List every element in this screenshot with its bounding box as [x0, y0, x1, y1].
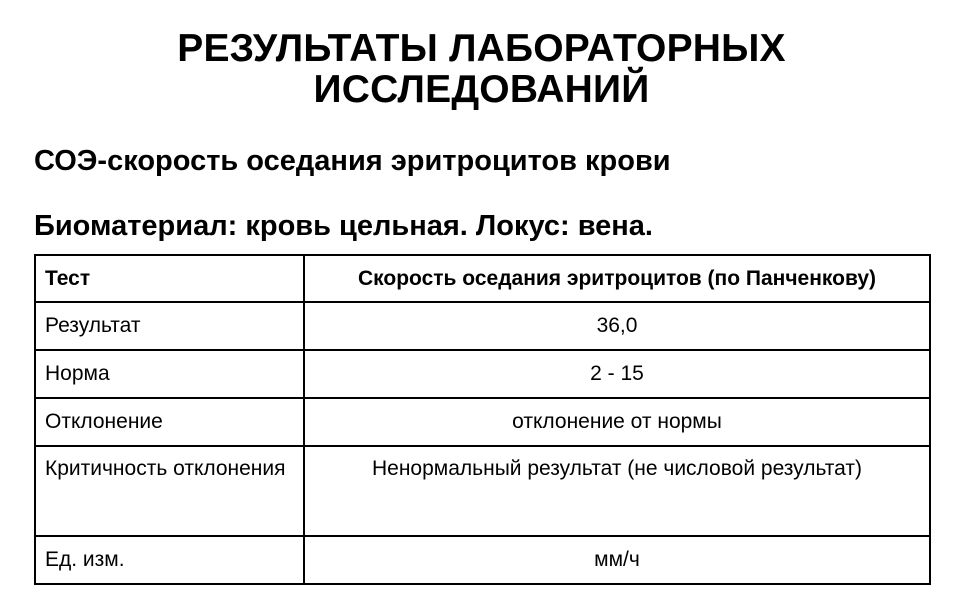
row-value-result: 36,0: [304, 302, 930, 350]
row-value-units: мм/ч: [304, 536, 930, 584]
results-table: [34, 254, 931, 585]
test-subtitle: СОЭ-скорость оседания эритроцитов крови: [34, 145, 671, 177]
row-value-deviation: отклонение от нормы: [304, 398, 930, 446]
page-title: [0, 28, 963, 110]
table-row-deviation: [35, 398, 930, 446]
table-row-result: [35, 302, 930, 350]
biomaterial-info: Биоматериал: кровь цельная. Локус: вена.: [34, 210, 653, 242]
header-label-cell: Тест: [35, 255, 304, 302]
table-header-row: [35, 255, 930, 302]
table-row-units: [35, 536, 930, 584]
row-value-norm: 2 - 15: [304, 350, 930, 398]
page-title-line-2: ИССЛЕДОВАНИЙ: [313, 68, 650, 111]
row-label-deviation: Отклонение: [35, 398, 304, 446]
row-label-result: Результат: [35, 302, 304, 350]
page-title-line-1: РЕЗУЛЬТАТЫ ЛАБОРАТОРНЫХ: [177, 27, 786, 70]
row-value-criticality: Ненормальный результат (не числовой результат): [304, 446, 930, 536]
table-row-criticality: [35, 446, 930, 536]
table-row-norm: [35, 350, 930, 398]
header-value-cell: Скорость оседания эритроцитов (по Панченкову): [304, 255, 930, 302]
row-label-norm: Норма: [35, 350, 304, 398]
row-label-criticality: Критичность отклонения: [35, 446, 304, 536]
row-label-units: Ед. изм.: [35, 536, 304, 584]
